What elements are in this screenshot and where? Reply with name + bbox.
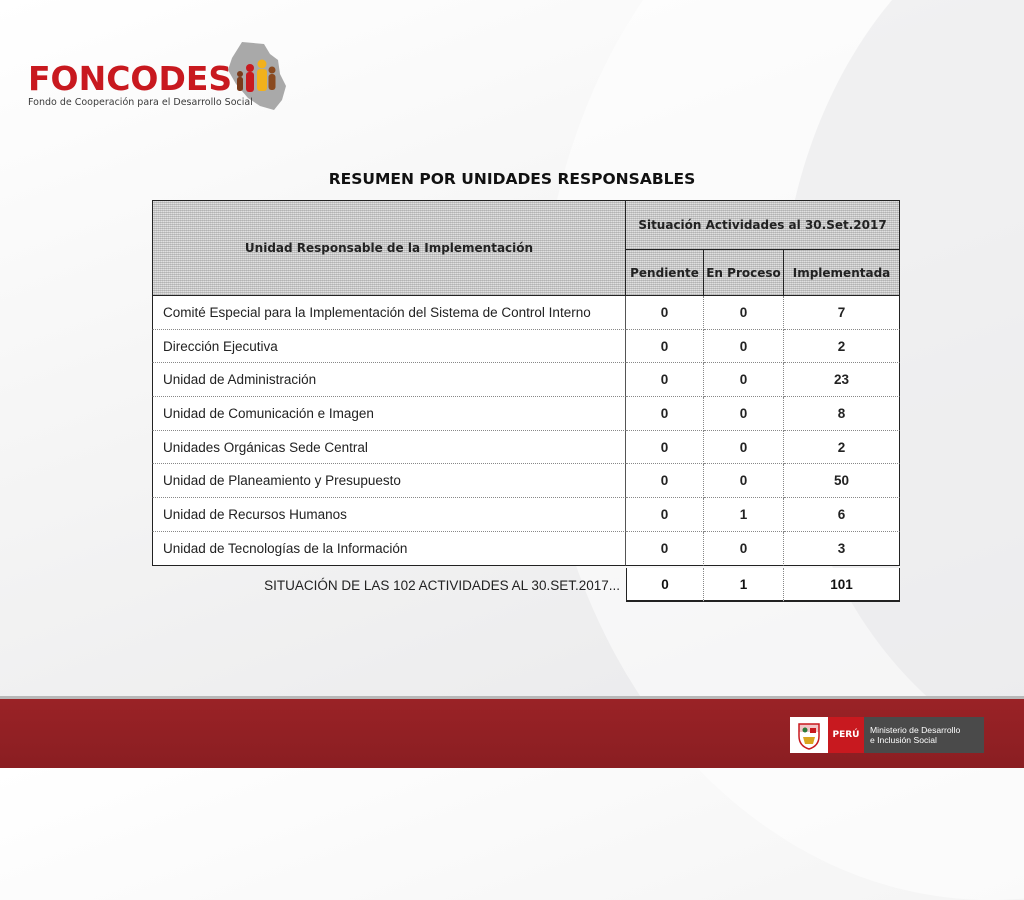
- cell-implementada: 2: [784, 431, 900, 465]
- cell-en-proceso: 0: [704, 363, 784, 397]
- cell-en-proceso: 1: [704, 498, 784, 532]
- total-label: SITUACIÓN DE LAS 102 ACTIVIDADES AL 30.SET.2017...: [264, 577, 620, 593]
- cell-unit: Unidad de Administración: [152, 363, 626, 397]
- cell-unit: Unidad de Recursos Humanos: [152, 498, 626, 532]
- ministry-name: [864, 717, 984, 753]
- peru-label: PERÚ: [828, 717, 864, 753]
- cell-pendiente: 0: [626, 464, 704, 498]
- cell-pendiente: 0: [626, 397, 704, 431]
- cell-pendiente: 0: [626, 532, 704, 566]
- header-en-proceso: En Proceso: [704, 250, 784, 296]
- cell-en-proceso: 0: [704, 296, 784, 330]
- cell-en-proceso: 0: [704, 532, 784, 566]
- page-title: RESUMEN POR UNIDADES RESPONSABLES: [328, 170, 696, 188]
- cell-en-proceso: 0: [704, 330, 784, 364]
- total-implementada: 101: [784, 568, 900, 602]
- table-row: [152, 431, 900, 465]
- cell-unit: Dirección Ejecutiva: [152, 330, 626, 364]
- coat-of-arms-icon: [790, 717, 828, 753]
- table-body: [152, 296, 900, 566]
- cell-implementada: 8: [784, 397, 900, 431]
- cell-implementada: 50: [784, 464, 900, 498]
- cell-unit: Comité Especial para la Implementación del Sistema de Control Interno: [152, 296, 626, 330]
- total-en-proceso: 1: [704, 568, 784, 602]
- cell-unit: Unidades Orgánicas Sede Central: [152, 431, 626, 465]
- header-status-group: Situación Actividades al 30.Set.2017: [626, 200, 900, 250]
- table-row: [152, 330, 900, 364]
- cell-en-proceso: 0: [704, 464, 784, 498]
- header-unit: Unidad Responsable de la Implementación: [152, 200, 626, 296]
- header-implementada: Implementada: [784, 250, 900, 296]
- ministry-line-1: Ministerio de Desarrollo: [870, 725, 961, 735]
- table-row: [152, 363, 900, 397]
- cell-en-proceso: 0: [704, 431, 784, 465]
- cell-pendiente: 0: [626, 330, 704, 364]
- cell-implementada: 2: [784, 330, 900, 364]
- total-pendiente: 0: [626, 568, 704, 602]
- cell-unit: Unidad de Planeamiento y Presupuesto: [152, 464, 626, 498]
- cell-pendiente: 0: [626, 296, 704, 330]
- logo-subtitle: Fondo de Cooperación para el Desarrollo Social: [28, 97, 253, 108]
- cell-implementada: 7: [784, 296, 900, 330]
- ministry-line-2: e Inclusión Social: [870, 735, 937, 745]
- table-row: [152, 498, 900, 532]
- foncodes-logo: [24, 40, 294, 116]
- ministry-logo: [790, 717, 984, 753]
- cell-unit: Unidad de Tecnologías de la Información: [152, 532, 626, 566]
- cell-pendiente: 0: [626, 498, 704, 532]
- header-pendiente: Pendiente: [626, 250, 704, 296]
- cell-implementada: 23: [784, 363, 900, 397]
- table-row: [152, 532, 900, 566]
- table-row: [152, 464, 900, 498]
- cell-pendiente: 0: [626, 363, 704, 397]
- cell-implementada: 6: [784, 498, 900, 532]
- cell-implementada: 3: [784, 532, 900, 566]
- table-row: [152, 296, 900, 330]
- cell-unit: Unidad de Comunicación e Imagen: [152, 397, 626, 431]
- table-row: [152, 397, 900, 431]
- total-row: [152, 568, 900, 602]
- logo-name: FONCODES: [28, 59, 233, 98]
- cell-pendiente: 0: [626, 431, 704, 465]
- cell-en-proceso: 0: [704, 397, 784, 431]
